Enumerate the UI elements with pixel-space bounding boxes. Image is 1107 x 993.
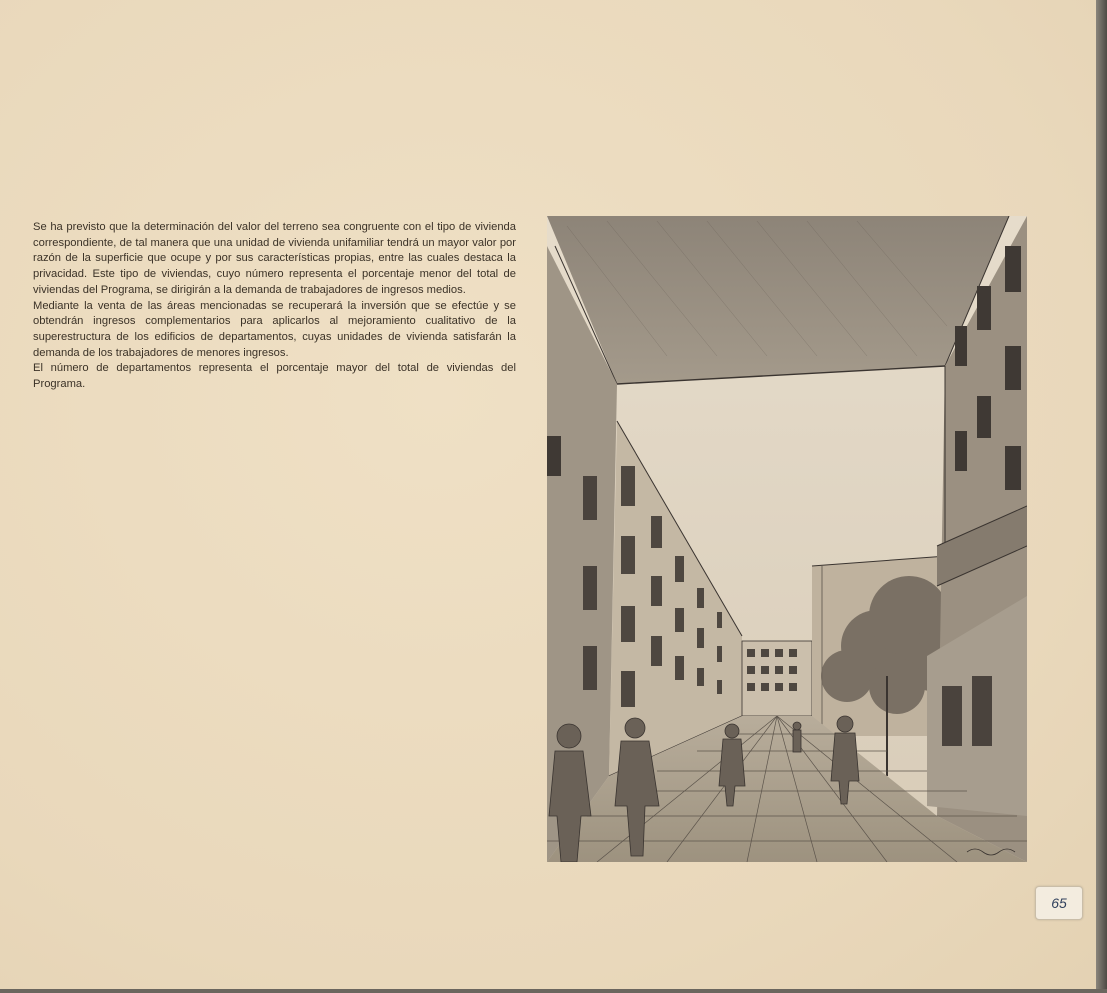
scan-bottom-shadow	[0, 989, 1107, 993]
street-sketch-illustration	[547, 216, 1027, 862]
scan-edge-shadow	[1096, 0, 1107, 993]
paragraph-3: El número de departamentos representa el porcentaje mayor del total de viviendas del Programa.	[33, 362, 516, 391]
body-text	[33, 220, 516, 393]
paragraph-2: Mediante la venta de las áreas mencionadas se recuperará la inversión que se efectúe y se obtendrán ingresos complementarios para aplicarlos al mejoramiento cualitativo de la superestructura de los edificios de departamentos, cuyas unidades de vivienda satisfarán la demanda de los trabajadores de menores ingresos.	[33, 299, 516, 359]
paragraph-1: Se ha previsto que la determinación del valor del terreno sea congruente con el tipo de vivienda correspondiente, de tal manera que una unidad de vivienda unifamiliar tendrá un mayor valor por razón de la superficie que ocupe y por sus características propias, entre las cuales destaca la privacidad. Este tipo de viviendas, cuyo número representa el porcentaje menor del total de viviendas del Programa, se dirigirán a la demanda de trabajadores de ingresos medios.	[33, 221, 516, 296]
page-number-sticker: 65	[1035, 886, 1083, 920]
